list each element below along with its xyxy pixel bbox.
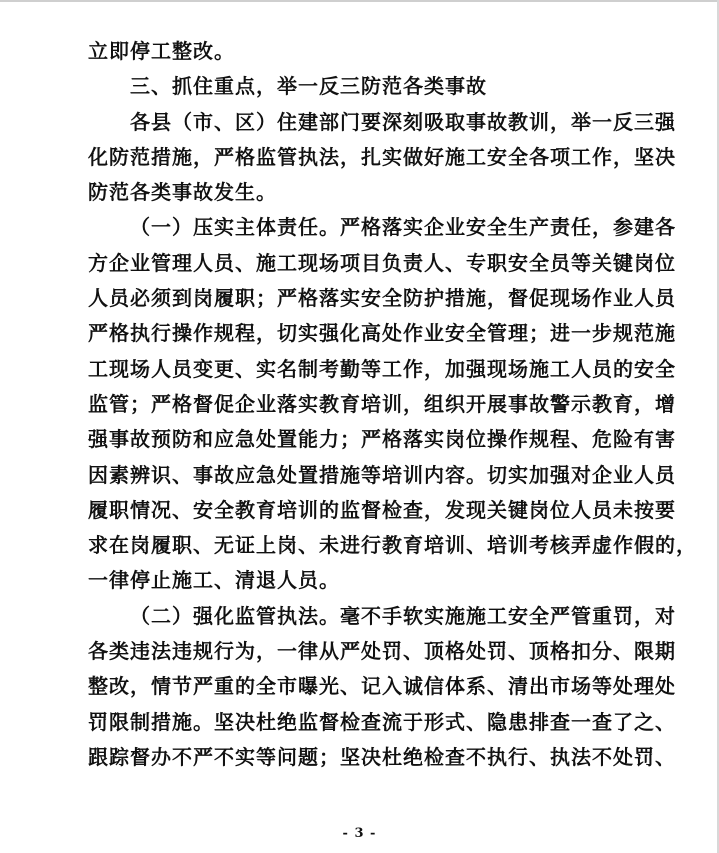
body-text <box>88 34 697 775</box>
text-line: 方企业管理人员、施工现场项目负责人、专职安全员等关键岗位 <box>88 250 676 275</box>
text-line: 各类违法违规行为，一律从严处罚、顶格处罚、顶格扣分、限期 <box>88 639 676 664</box>
section-heading: 三、抓住重点，举一反三防范各类事故 <box>130 74 487 99</box>
text-line: 严格执行操作规程，切实强化高处作业安全管理；进一步规范施 <box>88 321 676 346</box>
text-line: 防范各类事故发生。 <box>88 180 277 205</box>
page-number: - 3 - <box>342 826 377 841</box>
text-line: 一律停止施工、清退人员。 <box>88 568 340 593</box>
text-line: 强事故预防和应急处置能力；严格落实岗位操作规程、危险有害 <box>88 427 676 452</box>
page-edge-top <box>0 0 719 2</box>
text-line: 因素辨识、事故应急处置措施等培训内容。切实加强对企业人员 <box>88 462 676 487</box>
text-line: 履职情况、安全教育培训的监督检查，发现关键岗位人员未按要 <box>88 497 676 522</box>
text-line: 求在岗履职、无证上岗、未进行教育培训、培训考核弄虚作假的， <box>88 533 697 558</box>
text-line: 化防范措施，严格监管执法，扎实做好施工安全各项工作，坚决 <box>88 144 676 169</box>
text-line: 跟踪督办不严不实等问题；坚决杜绝检查不执行、执法不处罚、 <box>88 744 676 769</box>
text-line: 整改，情节严重的全市曝光、记入诚信体系、清出市场等处理处 <box>88 674 676 699</box>
paragraph-first-line: （二）强化监管执法。毫不手软实施施工安全严管重罚，对 <box>130 603 676 628</box>
paragraph-first-line: 各县（市、区）住建部门要深刻吸取事故教训，举一反三强 <box>130 109 676 134</box>
text-line: 罚限制措施。坚决杜绝监督检查流于形式、隐患排查一查了之、 <box>88 709 676 734</box>
text-line: 人员必须到岗履职；严格落实安全防护措施，督促现场作业人员 <box>88 286 676 311</box>
text-line: 监管；严格督促企业落实教育培训，组织开展事故警示教育，增 <box>88 391 676 416</box>
paragraph-first-line: （一）压实主体责任。严格落实企业安全生产责任，参建各 <box>130 215 676 240</box>
text-line: 工现场人员变更、实名制考勤等工作，加强现场施工人员的安全 <box>88 356 676 381</box>
text-line: 立即停工整改。 <box>88 39 235 63</box>
